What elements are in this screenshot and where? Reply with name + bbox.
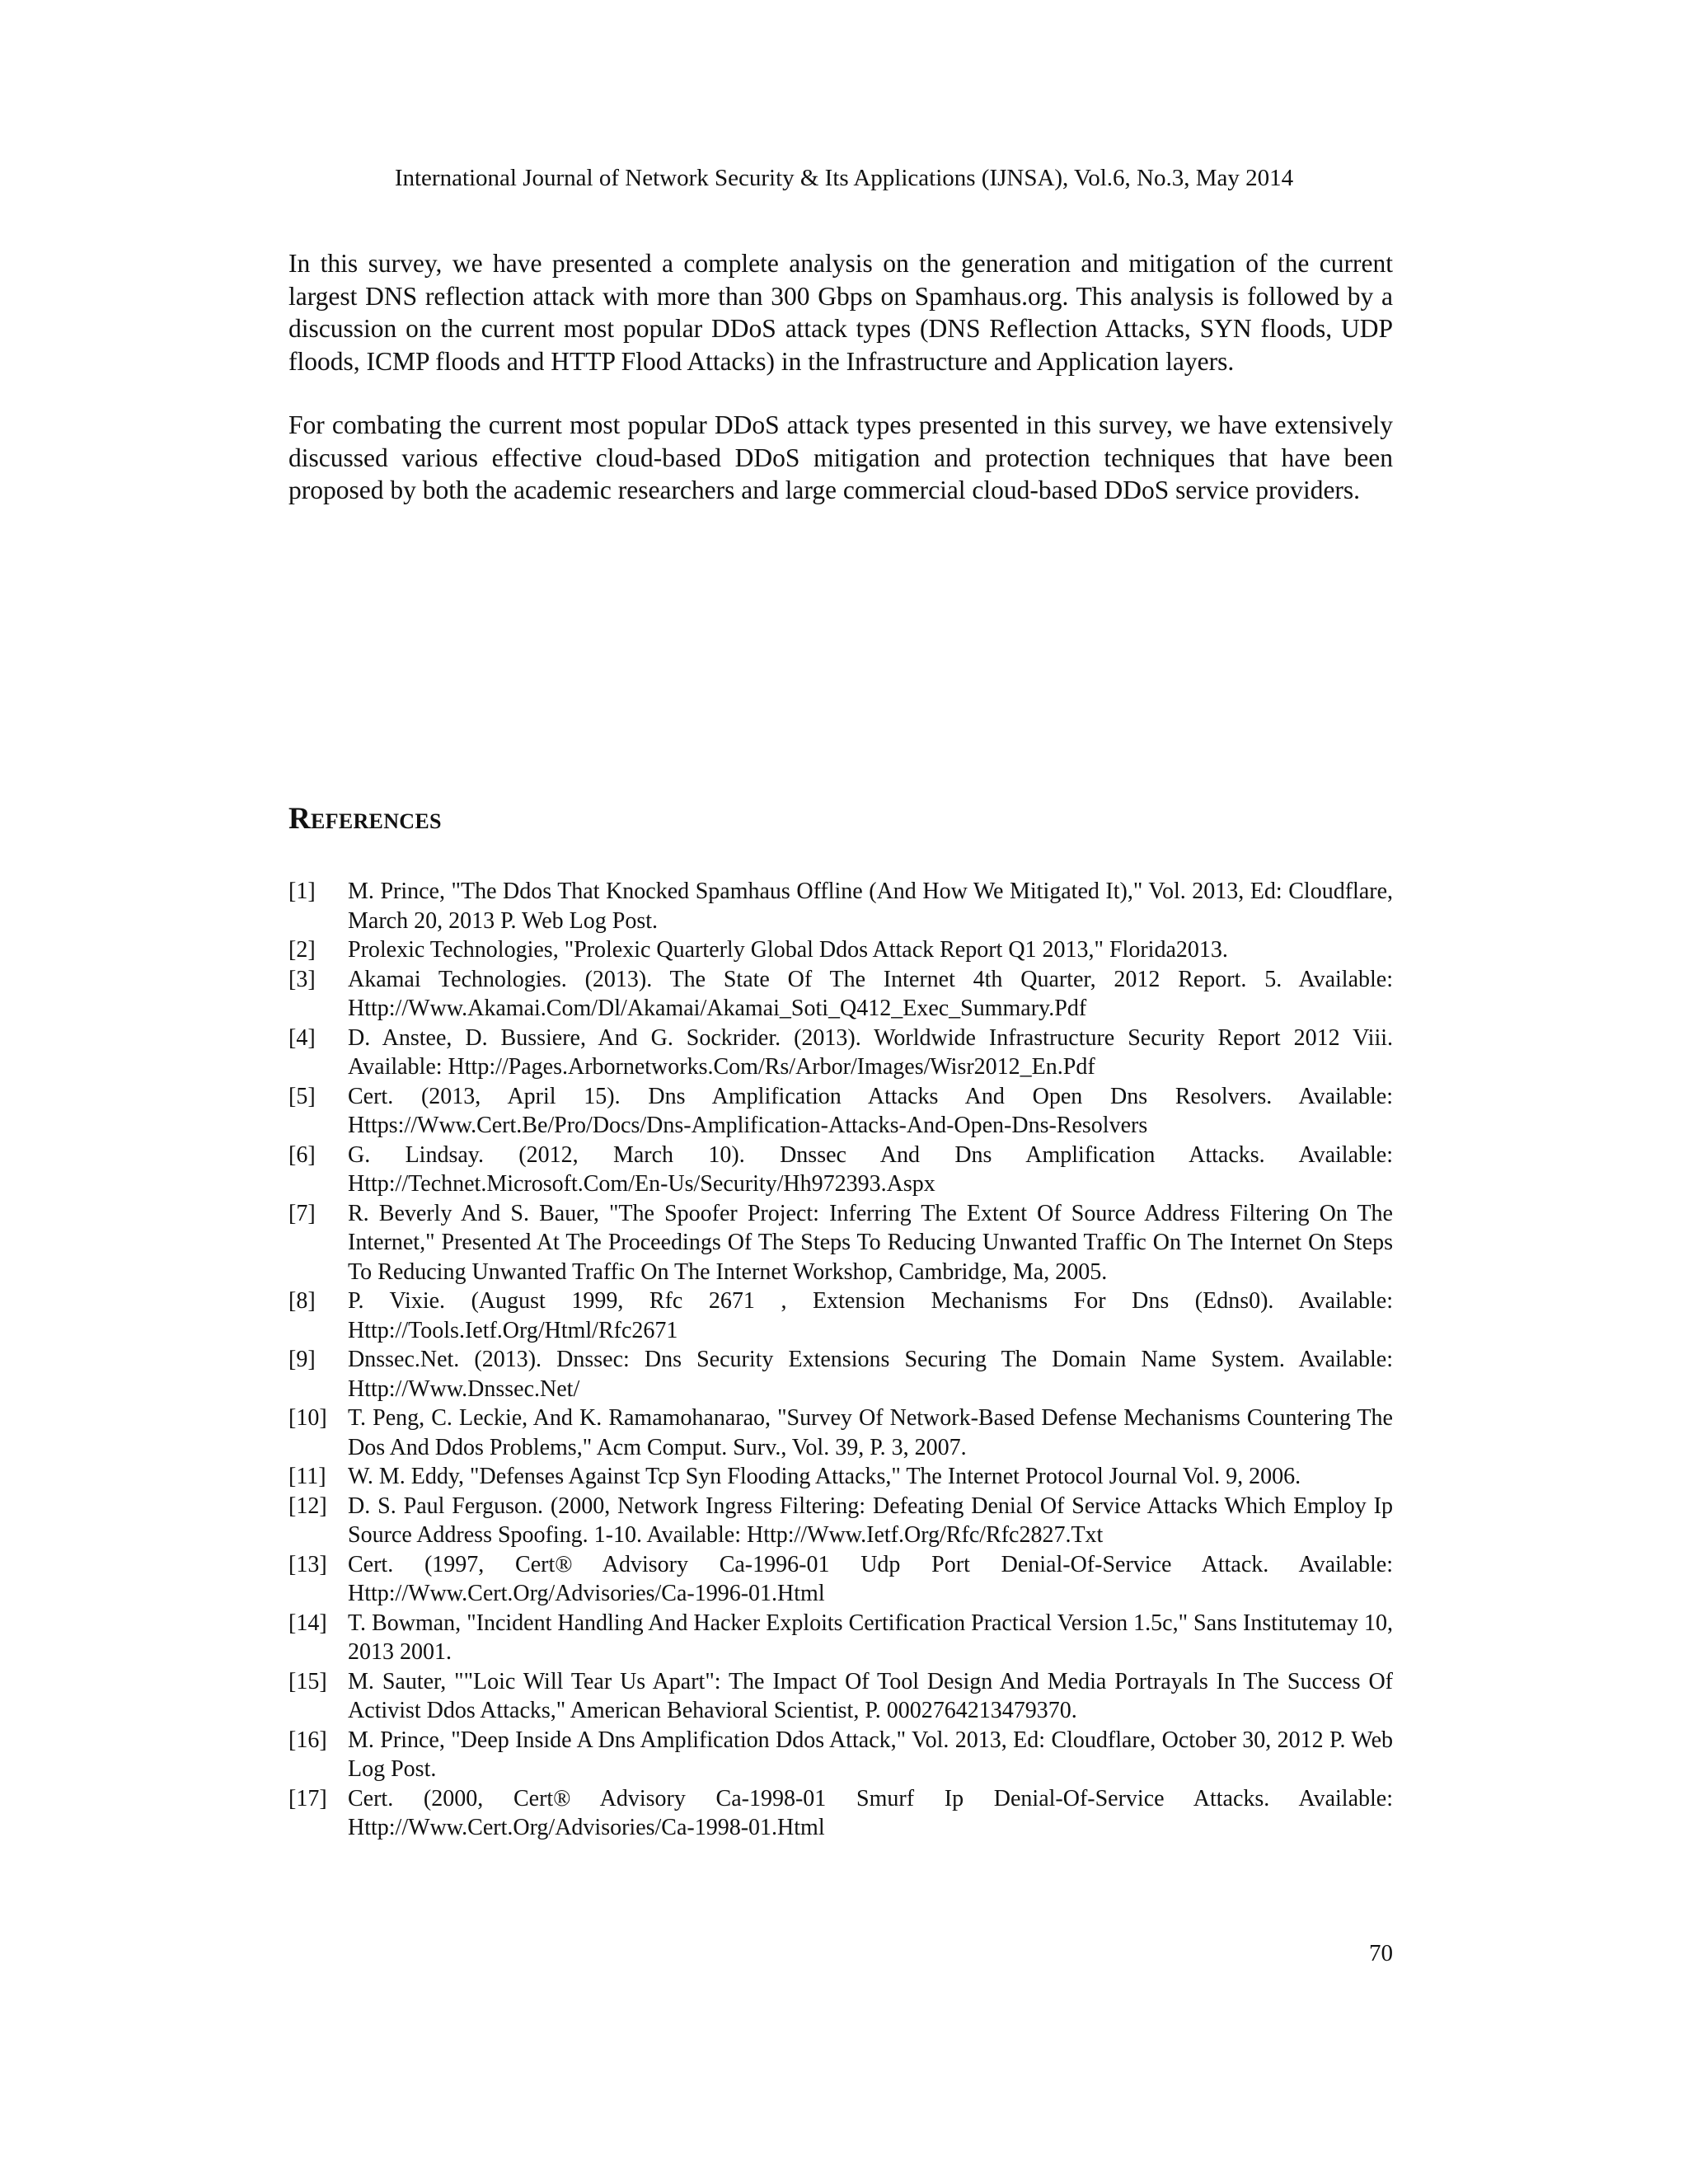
reference-item — [288, 1726, 1393, 1784]
reference-text: G. Lindsay. (2012, March 10). Dnssec And Dns Amplification Attacks. Available: Http://Technet.Microsoft.Com/En-Us/Security/Hh972393.Aspx — [348, 1141, 1393, 1197]
reference-number: [15] — [288, 1668, 327, 1694]
reference-number: [5] — [288, 1083, 316, 1109]
reference-number: [9] — [288, 1347, 316, 1372]
reference-number: [1] — [288, 879, 316, 904]
reference-number: [2] — [288, 937, 316, 963]
reference-item — [288, 1141, 1393, 1199]
reference-text: W. M. Eddy, "Defenses Against Tcp Syn Flooding Attacks," The Internet Protocol Journal Vol. 9, 2006. — [348, 1464, 1301, 1489]
reference-number: [8] — [288, 1288, 316, 1314]
reference-number: [12] — [288, 1493, 327, 1519]
paragraph: In this survey, we have presented a complete analysis on the generation and mitigation of the current largest DNS reflection attack with more than 300 Gbps on Spamhaus.org. This analysis is followed by a discussion on the current most popular DDoS attack types (DNS Reflection Attacks, SYN floods, UDP floods, ICMP floods and HTTP Flood Attacks) in the Infrastructure and Application layers. — [288, 249, 1393, 376]
reference-item — [288, 1024, 1393, 1082]
reference-item — [288, 1609, 1393, 1667]
reference-item — [288, 1345, 1393, 1404]
running-header: International Journal of Network Security & Its Applications (IJNSA), Vol.6, No.3, May 2014 — [394, 165, 1294, 191]
reference-number: [13] — [288, 1551, 327, 1577]
reference-text: D. Anstee, D. Bussiere, And G. Sockrider. (2013). Worldwide Infrastructure Security Report 2012 Viii. Available: Http://Pages.Arbornetworks.Com/Rs/Arbor/Images/Wisr2012_En.Pdf — [348, 1024, 1393, 1080]
reference-text: Akamai Technologies. (2013). The State Of The Internet 4th Quarter, 2012 Report. 5. Available: Http://Www.Akamai.Com/Dl/Akamai/Akamai_Soti_Q412_Exec_Summary.Pdf — [348, 966, 1393, 1021]
reference-item — [288, 965, 1393, 1024]
reference-text: P. Vixie. (August 1999, Rfc 2671 , Extension Mechanisms For Dns (Edns0). Available: Http://Tools.Ietf.Org/Html/Rfc2671 — [348, 1288, 1393, 1343]
body-text — [288, 247, 1393, 538]
reference-item — [288, 1082, 1393, 1141]
reference-item — [288, 935, 1393, 965]
reference-number: [16] — [288, 1727, 327, 1753]
reference-item — [288, 1492, 1393, 1550]
reference-list — [288, 877, 1393, 1843]
reference-number: [14] — [288, 1610, 327, 1636]
reference-number: [11] — [288, 1464, 326, 1489]
reference-item — [288, 1462, 1393, 1492]
reference-number: [4] — [288, 1024, 316, 1051]
reference-item — [288, 1550, 1393, 1609]
reference-text: M. Sauter, ""Loic Will Tear Us Apart": The Impact Of Tool Design And Media Portrayals In The Success Of Activist Ddos Attacks," American Behavioral Scientist, P. 0002764213479370. — [348, 1668, 1393, 1723]
reference-number: [3] — [288, 966, 316, 992]
reference-text: T. Peng, C. Leckie, And K. Ramamohanarao, "Survey Of Network-Based Defense Mechanisms Countering The Dos And Ddos Problems," Acm Comput. Surv., Vol. 39, P. 3, 2007. — [348, 1405, 1393, 1460]
references-heading: References — [288, 802, 442, 836]
reference-item — [288, 1404, 1393, 1462]
reference-text: M. Prince, "Deep Inside A Dns Amplification Ddos Attack," Vol. 2013, Ed: Cloudflare, October 30, 2012 P. Web Log Post. — [348, 1727, 1393, 1782]
reference-text: D. S. Paul Ferguson. (2000, Network Ingress Filtering: Defeating Denial Of Service Attacks Which Employ Ip Source Address Spoofing. 1-10. Available: Http://Www.Ietf.Org/Rfc/Rfc2827.Txt — [348, 1493, 1393, 1548]
reference-number: [6] — [288, 1141, 316, 1168]
reference-text: Cert. (2000, Cert® Advisory Ca-1998-01 Smurf Ip Denial-Of-Service Attacks. Available: Http://Www.Cert.Org/Advisories/Ca-1998-01.Html — [348, 1785, 1393, 1840]
reference-item — [288, 1286, 1393, 1345]
reference-text: R. Beverly And S. Bauer, "The Spoofer Project: Inferring The Extent Of Source Address Filtering On The Internet," Presented At The Proceedings Of The Steps To Reducing Unwanted Traffic On The Internet On Steps To Reducing Unwanted Traffic On The Internet Workshop, Cambridge, Ma, 2005. — [348, 1200, 1393, 1285]
reference-number: [10] — [288, 1405, 327, 1431]
reference-text: Cert. (2013, April 15). Dns Amplification Attacks And Open Dns Resolvers. Available: Https://Www.Cert.Be/Pro/Docs/Dns-Amplification-Attacks-And-Open-Dns-Resolvers — [348, 1083, 1393, 1138]
reference-number: [17] — [288, 1785, 327, 1811]
reference-item — [288, 1667, 1393, 1726]
reference-item — [288, 877, 1393, 935]
reference-text: M. Prince, "The Ddos That Knocked Spamhaus Offline (And How We Mitigated It)," Vol. 2013, Ed: Cloudflare, March 20, 2013 P. Web Log Post. — [348, 879, 1393, 934]
paragraph: For combating the current most popular DDoS attack types presented in this survey, we have extensively discussed various effective cloud-based DDoS mitigation and protection techniques that have been proposed by both the academic researchers and large commercial cloud-based DDoS service providers. — [288, 410, 1393, 504]
reference-text: Dnssec.Net. (2013). Dnssec: Dns Security Extensions Securing The Domain Name System. Available: Http://Www.Dnssec.Net/ — [348, 1347, 1393, 1402]
reference-item — [288, 1784, 1393, 1843]
page-number: 70 — [1369, 1940, 1393, 1966]
reference-text: T. Bowman, "Incident Handling And Hacker Exploits Certification Practical Version 1.5c," Sans Institutemay 10, 2013 2001. — [348, 1610, 1393, 1665]
reference-text: Prolexic Technologies, "Prolexic Quarterly Global Ddos Attack Report Q1 2013," Florida2013. — [348, 937, 1228, 963]
reference-number: [7] — [288, 1200, 316, 1226]
reference-text: Cert. (1997, Cert® Advisory Ca-1996-01 Udp Port Denial-Of-Service Attack. Available: Http://Www.Cert.Org/Advisories/Ca-1996-01.Html — [348, 1551, 1393, 1606]
reference-item — [288, 1199, 1393, 1287]
